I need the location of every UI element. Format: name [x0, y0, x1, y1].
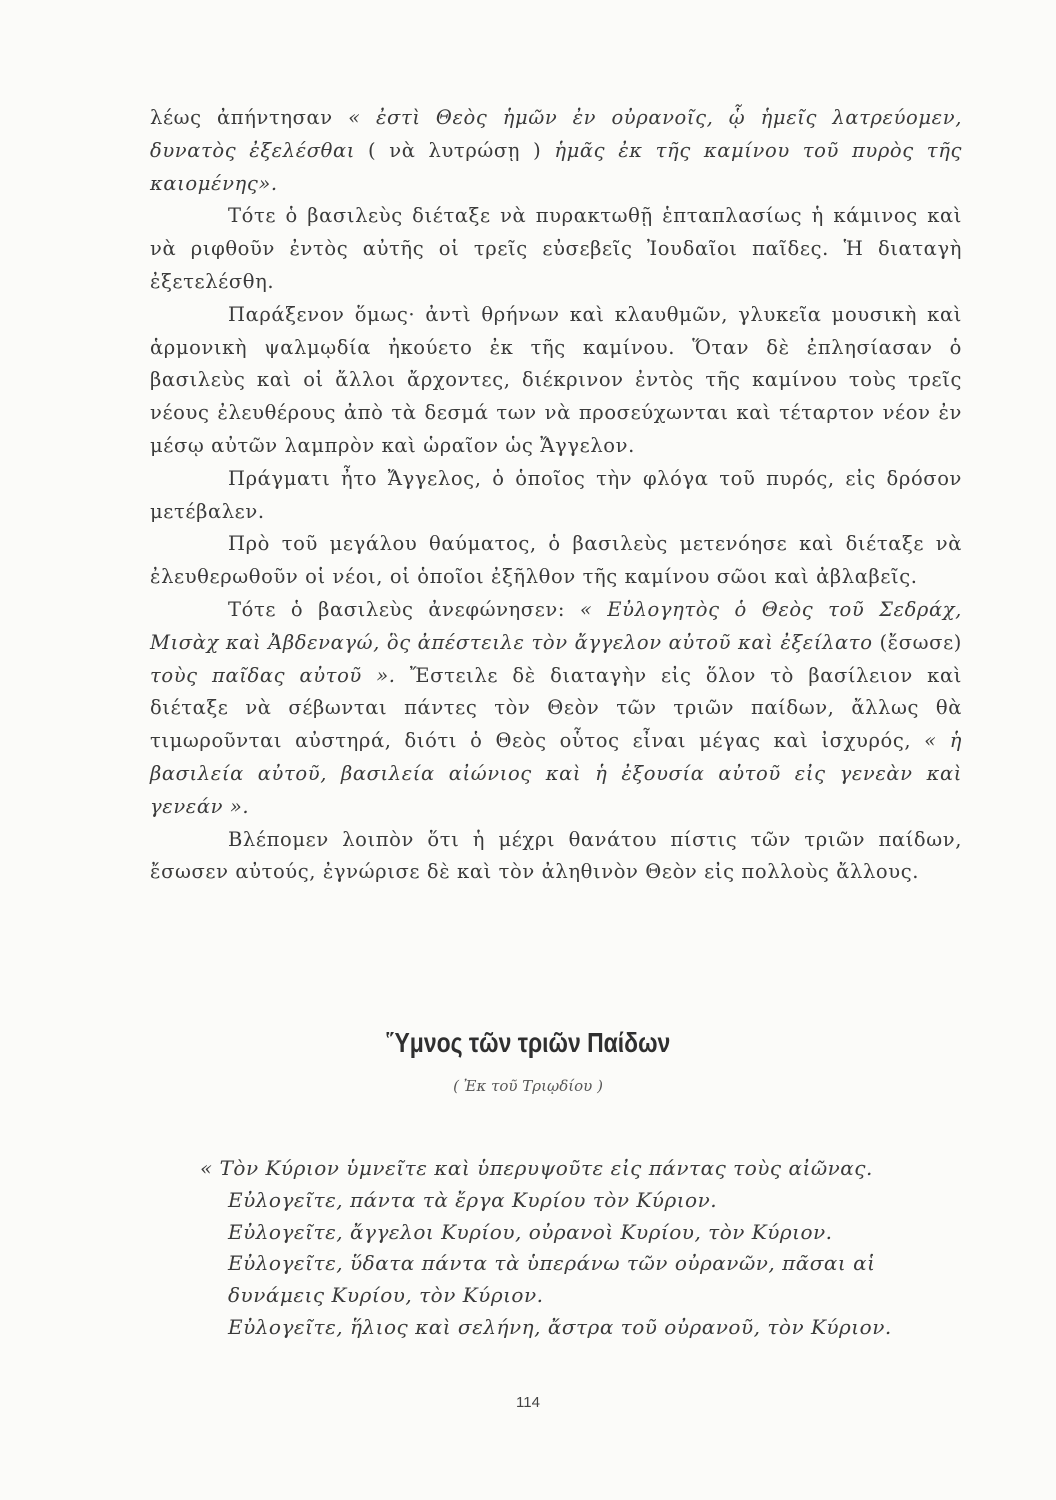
hymn-text [200, 1153, 970, 1344]
page-number: 114 [516, 1394, 540, 1411]
quote-run: « ἐστὶ Θεὸς ἡμῶν ἐν οὐρανοῖς, ᾧ ἡμεῖς λατρεύομεν, δυνατὸς ἐξελέσθαι [150, 106, 962, 162]
hymn-line: Εὐλογεῖτε, ὕδατα πάντα τὰ ὑπεράνω τῶν οὐρανῶν, πᾶσαι αἱ δυνάμεις Κυρίου, τὸν Κύριον. [228, 1251, 876, 1308]
paragraph-1 [150, 102, 962, 200]
paragraph-4: Πράγματι ἦτο Ἄγγελος, ὁ ὁποῖος τὴν φλόγα τοῦ πυρός, εἰς δρόσον μετέβαλεν. [150, 466, 962, 523]
quote-run: « ἡ βασιλεία αὐτοῦ, βασιλεία αἰώνιος καὶ ἡ ἐξουσία αὐτοῦ εἰς γενεὰν καὶ γενεάν ». [150, 729, 962, 818]
body-text [150, 102, 962, 889]
quote-run: « Εὐλογητὸς ὁ Θεὸς τοῦ Σεδράχ, Μισὰχ καὶ Ἀβδεναγώ, ὃς ἀπέστειλε τὸν ἄγγελον αὐτοῦ καὶ ἐξείλατο [150, 597, 962, 654]
text-run: (ἔσωσε) [872, 630, 962, 654]
paragraph-5: Πρὸ τοῦ μεγάλου θαύματος, ὁ βασιλεὺς μετενόησε καὶ διέταξε νὰ ἐλευθερωθοῦν οἱ νέοι, οἱ ὁποῖοι ἐξῆλθον τῆς καμίνου σῶοι καὶ ἀβλαβεῖς. [150, 532, 962, 589]
hymn-line: Εὐλογεῖτε, ἄγγελοι Κυρίου, οὐρανοὶ Κυρίου, τὸν Κύριον. [228, 1219, 833, 1244]
hymn-line: Εὐλογεῖτε, πάντα τὰ ἔργα Κυρίου τὸν Κύριον. [228, 1187, 718, 1212]
text-run: ( νὰ λυτρώσῃ ) [355, 138, 555, 162]
paragraph-3: Παράξενον ὅμως· ἀντὶ θρήνων καὶ κλαυθμῶν, γλυκεῖα μουσικὴ καὶ ἁρμονικὴ ψαλμῳδία ἠκούετο ἐκ τῆς καμίνου. Ὅταν δὲ ἐπλησίασαν ὁ βασιλεὺς καὶ οἱ ἄλλοι ἄρχοντες, διέκρινον ἐντὸς τῆς καμίνου τοὺς τρεῖς νέους ἐλευθέρους ἀπὸ τὰ δεσμά των νὰ προσεύχωνται καὶ τέταρτον νέον ἐν μέσῳ αὐτῶν λαμπρὸν καὶ ὡραῖον ὡς Ἄγγελον. [150, 302, 962, 457]
hymn-line: « Τὸν Κύριον ὑμνεῖτε καὶ ὑπερυψοῦτε εἰς πάντας τοὺς αἰῶνας. [200, 1156, 873, 1180]
text-run: Τότε ὁ βασιλεὺς ἀνεφώνησεν: [228, 597, 580, 621]
hymn-source: ( Ἐκ τοῦ Τριῳδίου ) [453, 1077, 603, 1095]
quote-run: ἡμᾶς ἐκ τῆς καμίνου τοῦ πυρὸς τῆς καιομένης». [150, 138, 962, 195]
paragraph-6 [150, 594, 962, 824]
text-run: λέως ἀπήντησαν [150, 106, 349, 129]
hymn-line: Εὐλογεῖτε, ἥλιος καὶ σελήνη, ἄστρα τοῦ οὐρανοῦ, τὸν Κύριον. [228, 1314, 892, 1339]
paragraph-7: Βλέπομεν λοιπὸν ὅτι ἡ μέχρι θανάτου πίστις τῶν τριῶν παίδων, ἔσωσεν αὐτούς, ἐγνώρισε δὲ καὶ τὸν ἀληθινὸν Θεὸν εἰς πολλοὺς ἄλλους. [150, 827, 962, 884]
paragraph-2: Τότε ὁ βασιλεὺς διέταξε νὰ πυρακτωθῇ ἑπταπλασίως ἡ κάμινος καὶ νὰ ριφθοῦν ἐντὸς αὐτῆς οἱ τρεῖς εὐσεβεῖς Ἰουδαῖοι παῖδες. Ἡ διαταγὴ ἐξετελέσθη. [150, 204, 962, 293]
text-run: Ἔστειλε δὲ διαταγὴν εἰς ὅλον τὸ βασίλειον καὶ διέταξε νὰ σέβωνται πάντες τὸν Θεὸν τῶν τριῶν παίδων, ἄλλως θὰ τιμωροῦνται αὐστηρά, διότι ὁ Θεὸς οὗτος εἶναι μέγας καὶ ἰσχυρός, [150, 663, 962, 753]
hymn-title: Ὕμνος τῶν τριῶν Παίδων [385, 1027, 671, 1058]
quote-run: τοὺς παῖδας αὐτοῦ ». [150, 663, 396, 687]
